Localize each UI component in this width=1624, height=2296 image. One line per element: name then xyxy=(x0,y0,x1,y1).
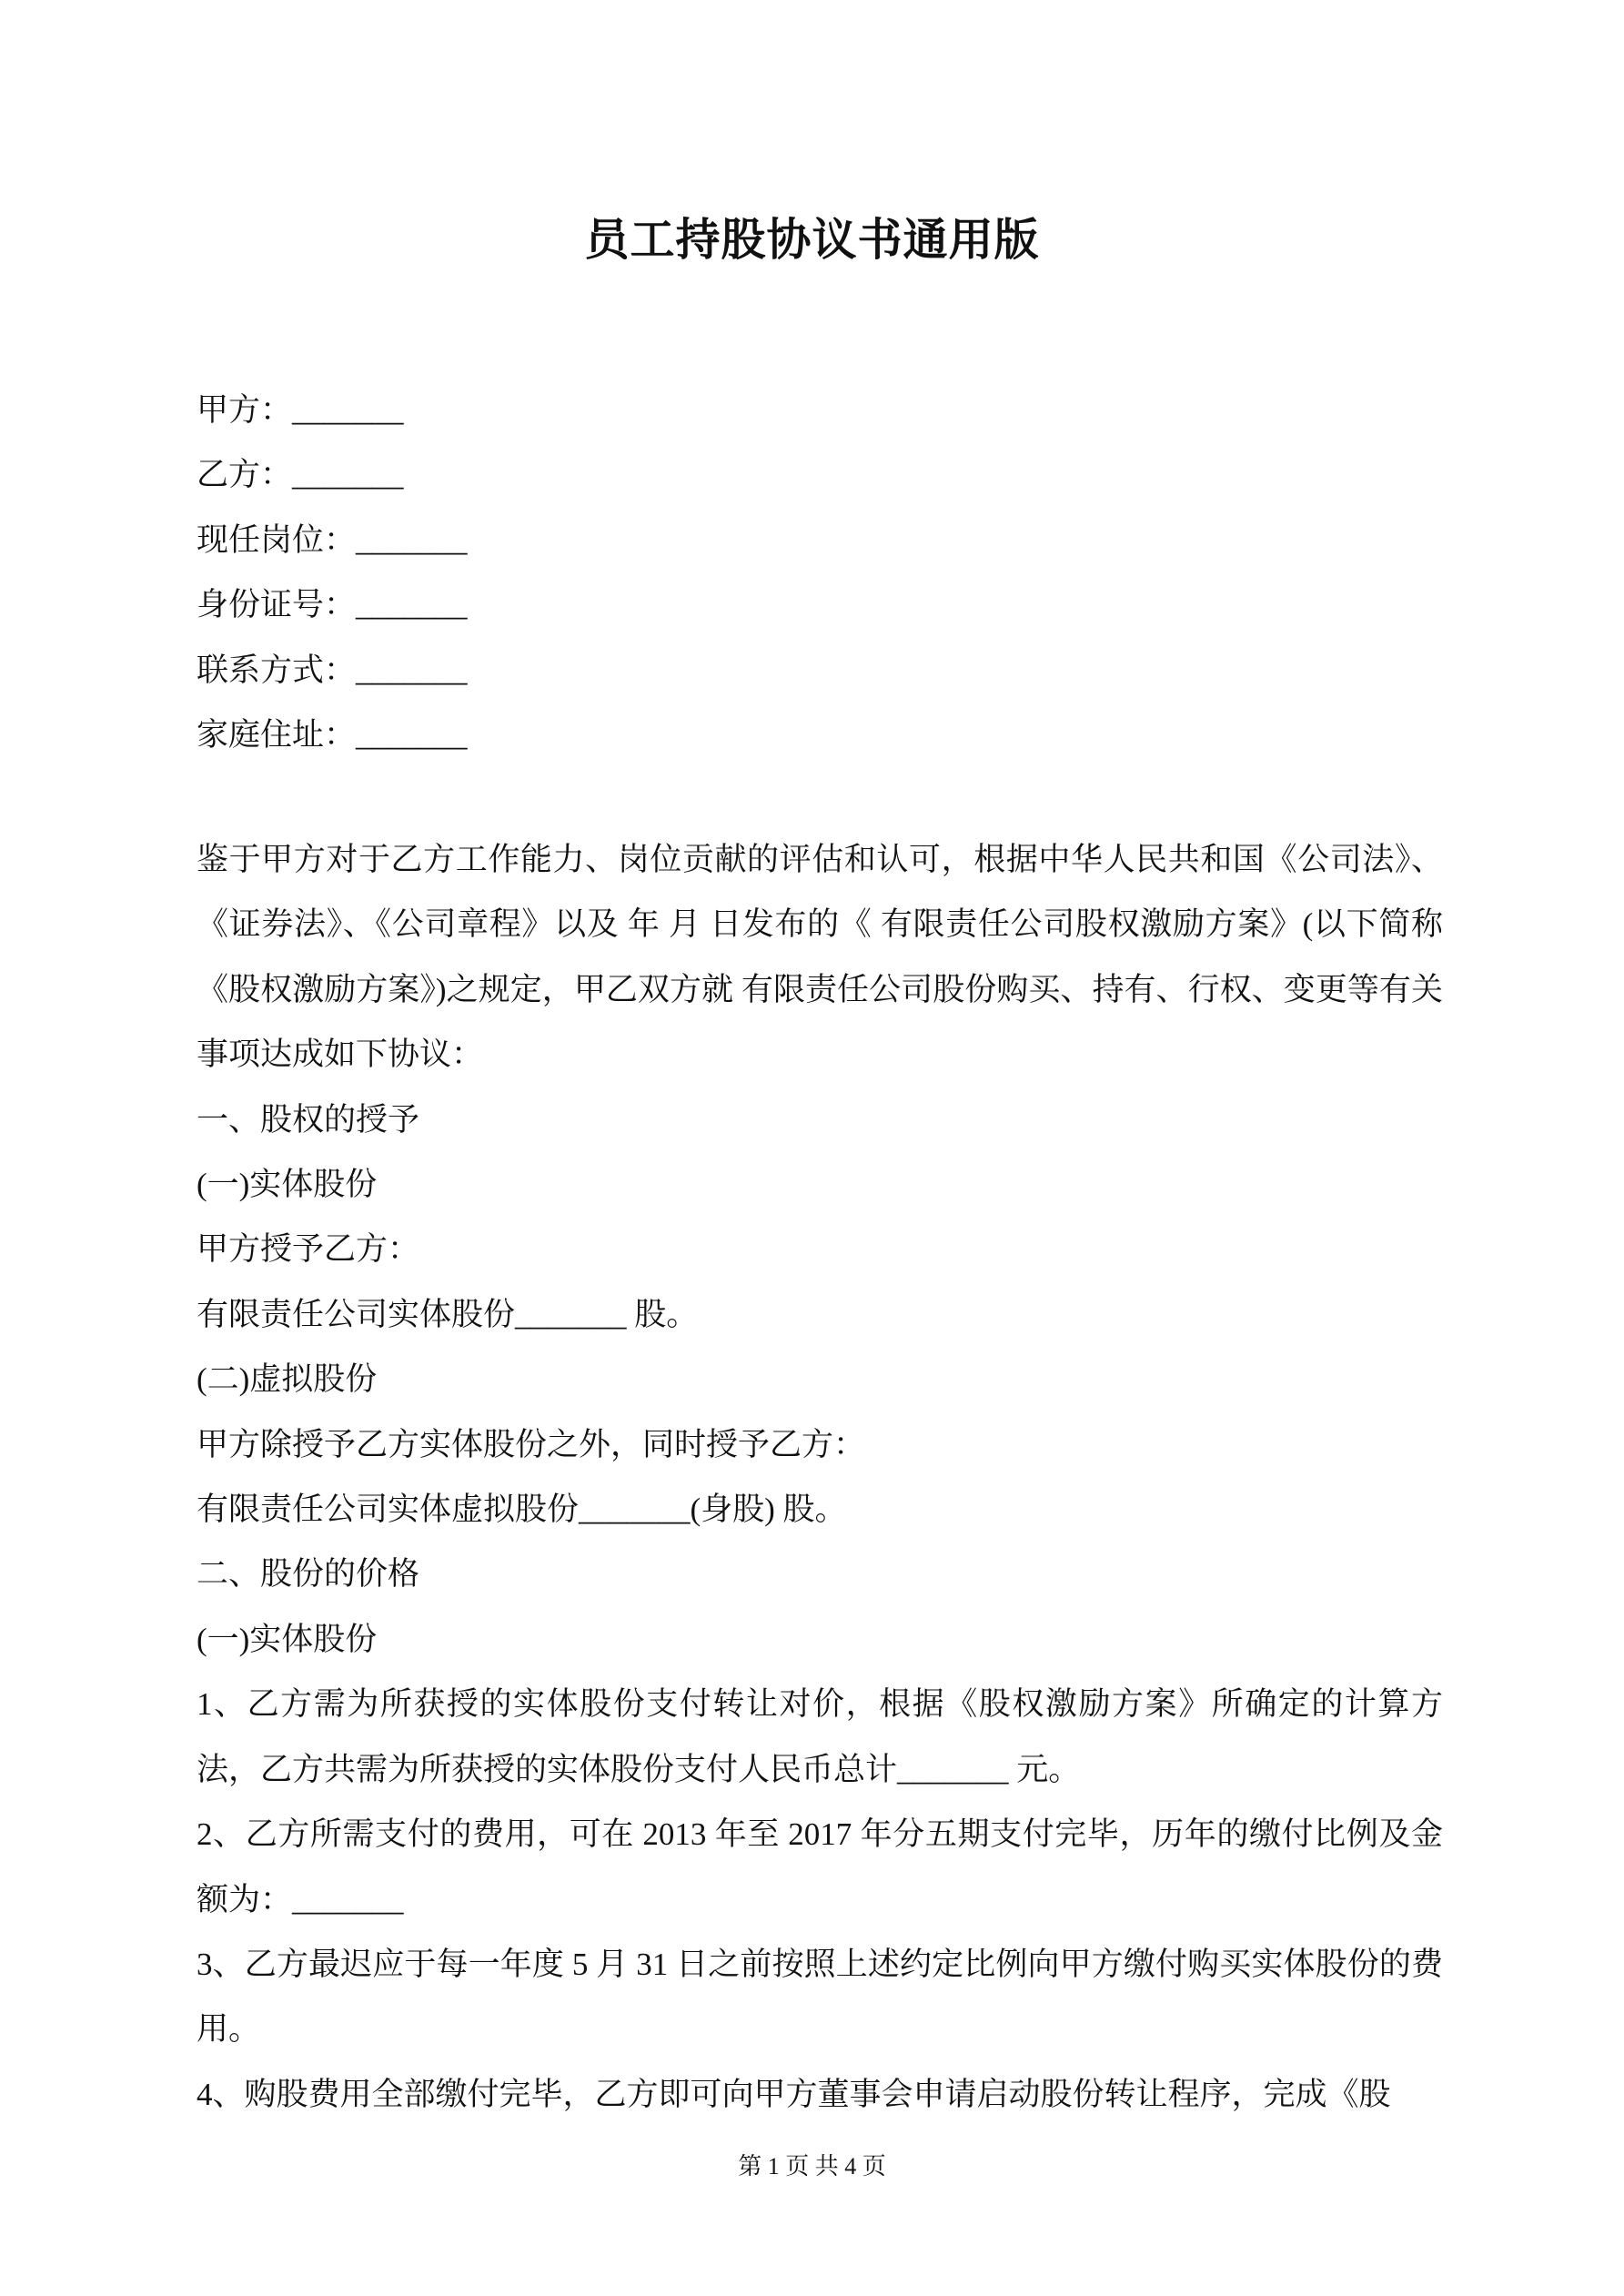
field-party-b: 乙方：_______ xyxy=(197,457,404,493)
clause-1: 1、乙方需为所获授的实体股份支付转让对价，根据《股权激励方案》所确定的计算方法，乙方共需为所获授的实体股份支付人民币总计_______ 元。 xyxy=(197,1686,1443,1787)
body-line: 有限责任公司实体虚拟股份_______(身股) 股。 xyxy=(197,1492,847,1528)
body-line: 甲方授予乙方： xyxy=(197,1231,420,1268)
field-position: 现任岗位：_______ xyxy=(197,521,468,558)
clause-3: 3、乙方最迟应于每一年度 5 月 31 日之前按照上述约定比例向甲方缴付购买实体股份的费用。 xyxy=(197,1946,1443,2048)
subsection-heading: (一)实体股份 xyxy=(197,1167,378,1203)
section-heading: 二、股份的价格 xyxy=(197,1556,420,1593)
section-heading: 一、股权的授予 xyxy=(197,1101,420,1138)
clause-4: 4、购股费用全部缴付完毕，乙方即可向甲方董事会申请启动股份转让程序，完成《股 xyxy=(197,2076,1391,2112)
clause-2: 2、乙方所需支付的费用，可在 2013 年至 2017 年分五期支付完毕，历年的缴付比例及金额为：_______ xyxy=(197,1816,1443,1917)
body-line: 有限责任公司实体股份_______ 股。 xyxy=(197,1296,699,1332)
preamble-paragraph: 鉴于甲方对于乙方工作能力、岗位贡献的评估和认可，根据中华人民共和国《公司法》、《证券法》、《公司章程》以及 年 月 日发布的《 有限责任公司股权激励方案》(以下简称《股权激励方案》)之规定，甲乙双方就 有限责任公司股份购买、持有、行权、变更等有关事项达成如下协议： xyxy=(197,842,1443,1073)
party-fields xyxy=(197,378,1443,767)
field-address: 家庭住址：_______ xyxy=(197,717,468,754)
field-contact: 联系方式：_______ xyxy=(197,652,468,688)
subsection-heading: (二)虚拟股份 xyxy=(197,1361,378,1398)
body-line: 甲方除授予乙方实体股份之外，同时授予乙方： xyxy=(197,1426,866,1462)
field-id-number: 身份证号：_______ xyxy=(197,587,468,623)
page-footer: 第 1 页 共 4 页 xyxy=(738,2153,886,2180)
agreement-body xyxy=(197,827,1443,2127)
document-title: 员工持股协议书通用版 xyxy=(584,215,1040,265)
field-party-a: 甲方：_______ xyxy=(197,392,404,428)
subsection-heading: (一)实体股份 xyxy=(197,1621,378,1657)
